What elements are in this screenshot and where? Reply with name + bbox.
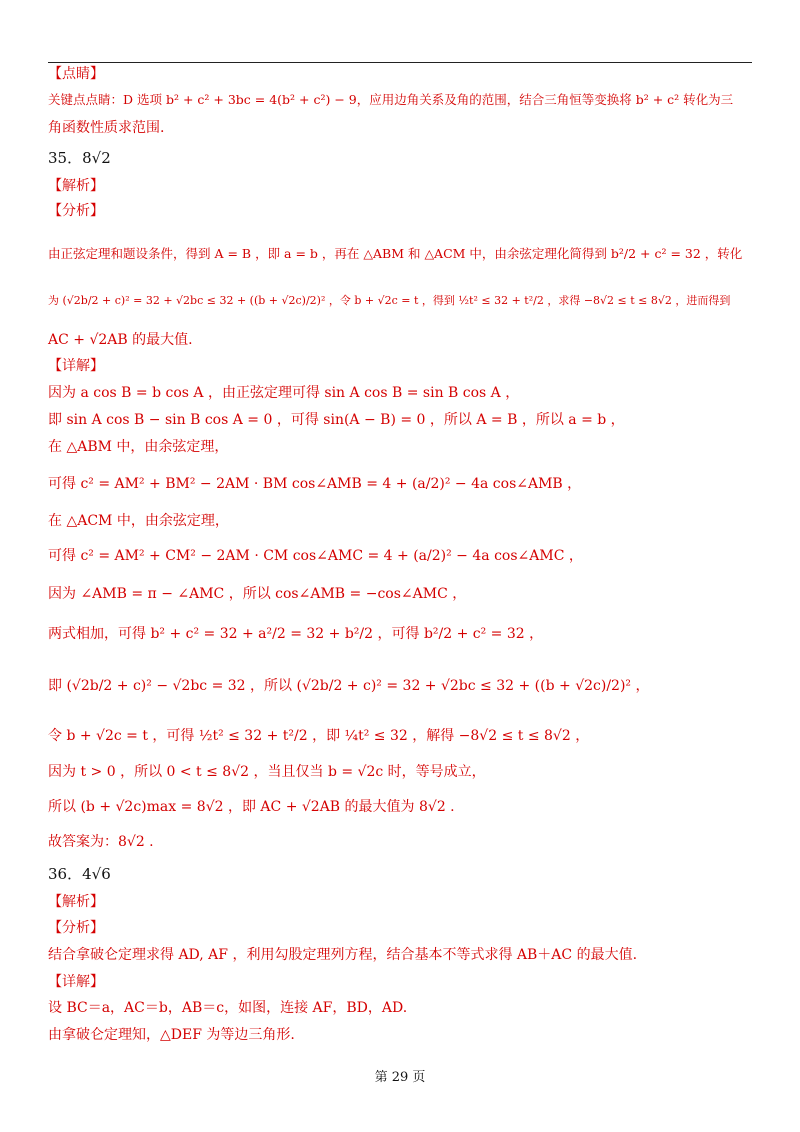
heading-jiexi: 【解析】 [48, 894, 104, 910]
text-line: AC + √2AB 的最大值. [48, 332, 193, 348]
text-line: 因为 ∠AMB = π − ∠AMC ，所以 cos∠AMB = −cos∠AMC ， [48, 586, 467, 602]
text-line: 即 (√2b/2 + c)² − √2bc = 32 ，所以 (√2b/2 + c)² = 32 + √2bc ≤ 32 + ((b + √2c)/2)² ， [48, 678, 650, 694]
text-line: 结合拿破仑定理求得 AD, AF ，利用勾股定理列方程，结合基本不等式求得 AB＋AC 的最大值. [48, 947, 638, 963]
text-line: 为 (√2b/2 + c)² = 32 + √2bc ≤ 32 + ((b + √2c)/2)² ，令 b + √2c = t ，得到 ½t² ≤ 32 + t²/2 ，求得 −8√2 ≤ t ≤ 8√2 ，进而得到 [48, 294, 731, 307]
text-line: 由正弦定理和题设条件，得到 A = B ，即 a = b ，再在 △ABM 和 △ACM 中，由余弦定理化简得到 b²/2 + c² = 32 ，转化 [48, 246, 743, 261]
header-rule [48, 62, 752, 63]
text-line: 在 △ABM 中，由余弦定理， [48, 439, 229, 455]
text-line: 因为 a cos B = b cos A ，由正弦定理可得 sin A cos B = sin B cos A ， [48, 385, 520, 401]
text-line: 令 b + √2c = t ，可得 ½t² ≤ 32 + t²/2 ，即 ¼t² ≤ 32 ，解得 −8√2 ≤ t ≤ 8√2 ， [48, 728, 590, 744]
heading-xiangjie: 【详解】 [48, 974, 104, 990]
heading-jiexi: 【解析】 [48, 178, 104, 194]
text-line: 两式相加，可得 b² + c² = 32 + a²/2 = 32 + b²/2 ，可得 b²/2 + c² = 32 ， [48, 626, 544, 642]
text-line: 可得 c² = AM² + CM² − 2AM · CM cos∠AMC = 4 + (a/2)² − 4a cos∠AMC ， [48, 548, 583, 564]
answer-35: 35．8√2 [48, 149, 111, 167]
text-line: 所以 (b + √2c)max = 8√2 ，即 AC + √2AB 的最大值为 8√2 . [48, 799, 455, 815]
text-line: 角函数性质求范围. [48, 120, 165, 136]
text-line: 关键点点睛：D 选项 b² + c² + 3bc = 4(b² + c²) − 9，应用边角关系及角的范围，结合三角恒等变换将 b² + c² 转化为三 [48, 92, 734, 107]
heading-xiangjie: 【详解】 [48, 358, 104, 374]
text-line: 由拿破仑定理知，△DEF 为等边三角形. [48, 1027, 295, 1043]
text-line: 故答案为：8√2 . [48, 834, 154, 850]
text-line: 在 △ACM 中，由余弦定理， [48, 513, 229, 529]
text-line: 即 sin A cos B − sin B cos A = 0 ，可得 sin(A − B) = 0 ，所以 A = B ，所以 a = b ， [48, 412, 625, 428]
text-line: 因为 t > 0 ，所以 0 < t ≤ 8√2 ，当且仅当 b = √2c 时，等号成立， [48, 764, 486, 780]
page-number: 第 29 页 [374, 1070, 426, 1085]
text-line: 可得 c² = AM² + BM² − 2AM · BM cos∠AMB = 4 + (a/2)² − 4a cos∠AMB ， [48, 476, 582, 492]
answer-36: 36．4√6 [48, 865, 111, 883]
heading-dianjing: 【点睛】 [48, 66, 104, 82]
text-line: 设 BC＝a，AC＝b，AB＝c，如图，连接 AF，BD，AD. [48, 1000, 408, 1016]
heading-fenxi: 【分析】 [48, 920, 104, 936]
heading-fenxi: 【分析】 [48, 203, 104, 219]
